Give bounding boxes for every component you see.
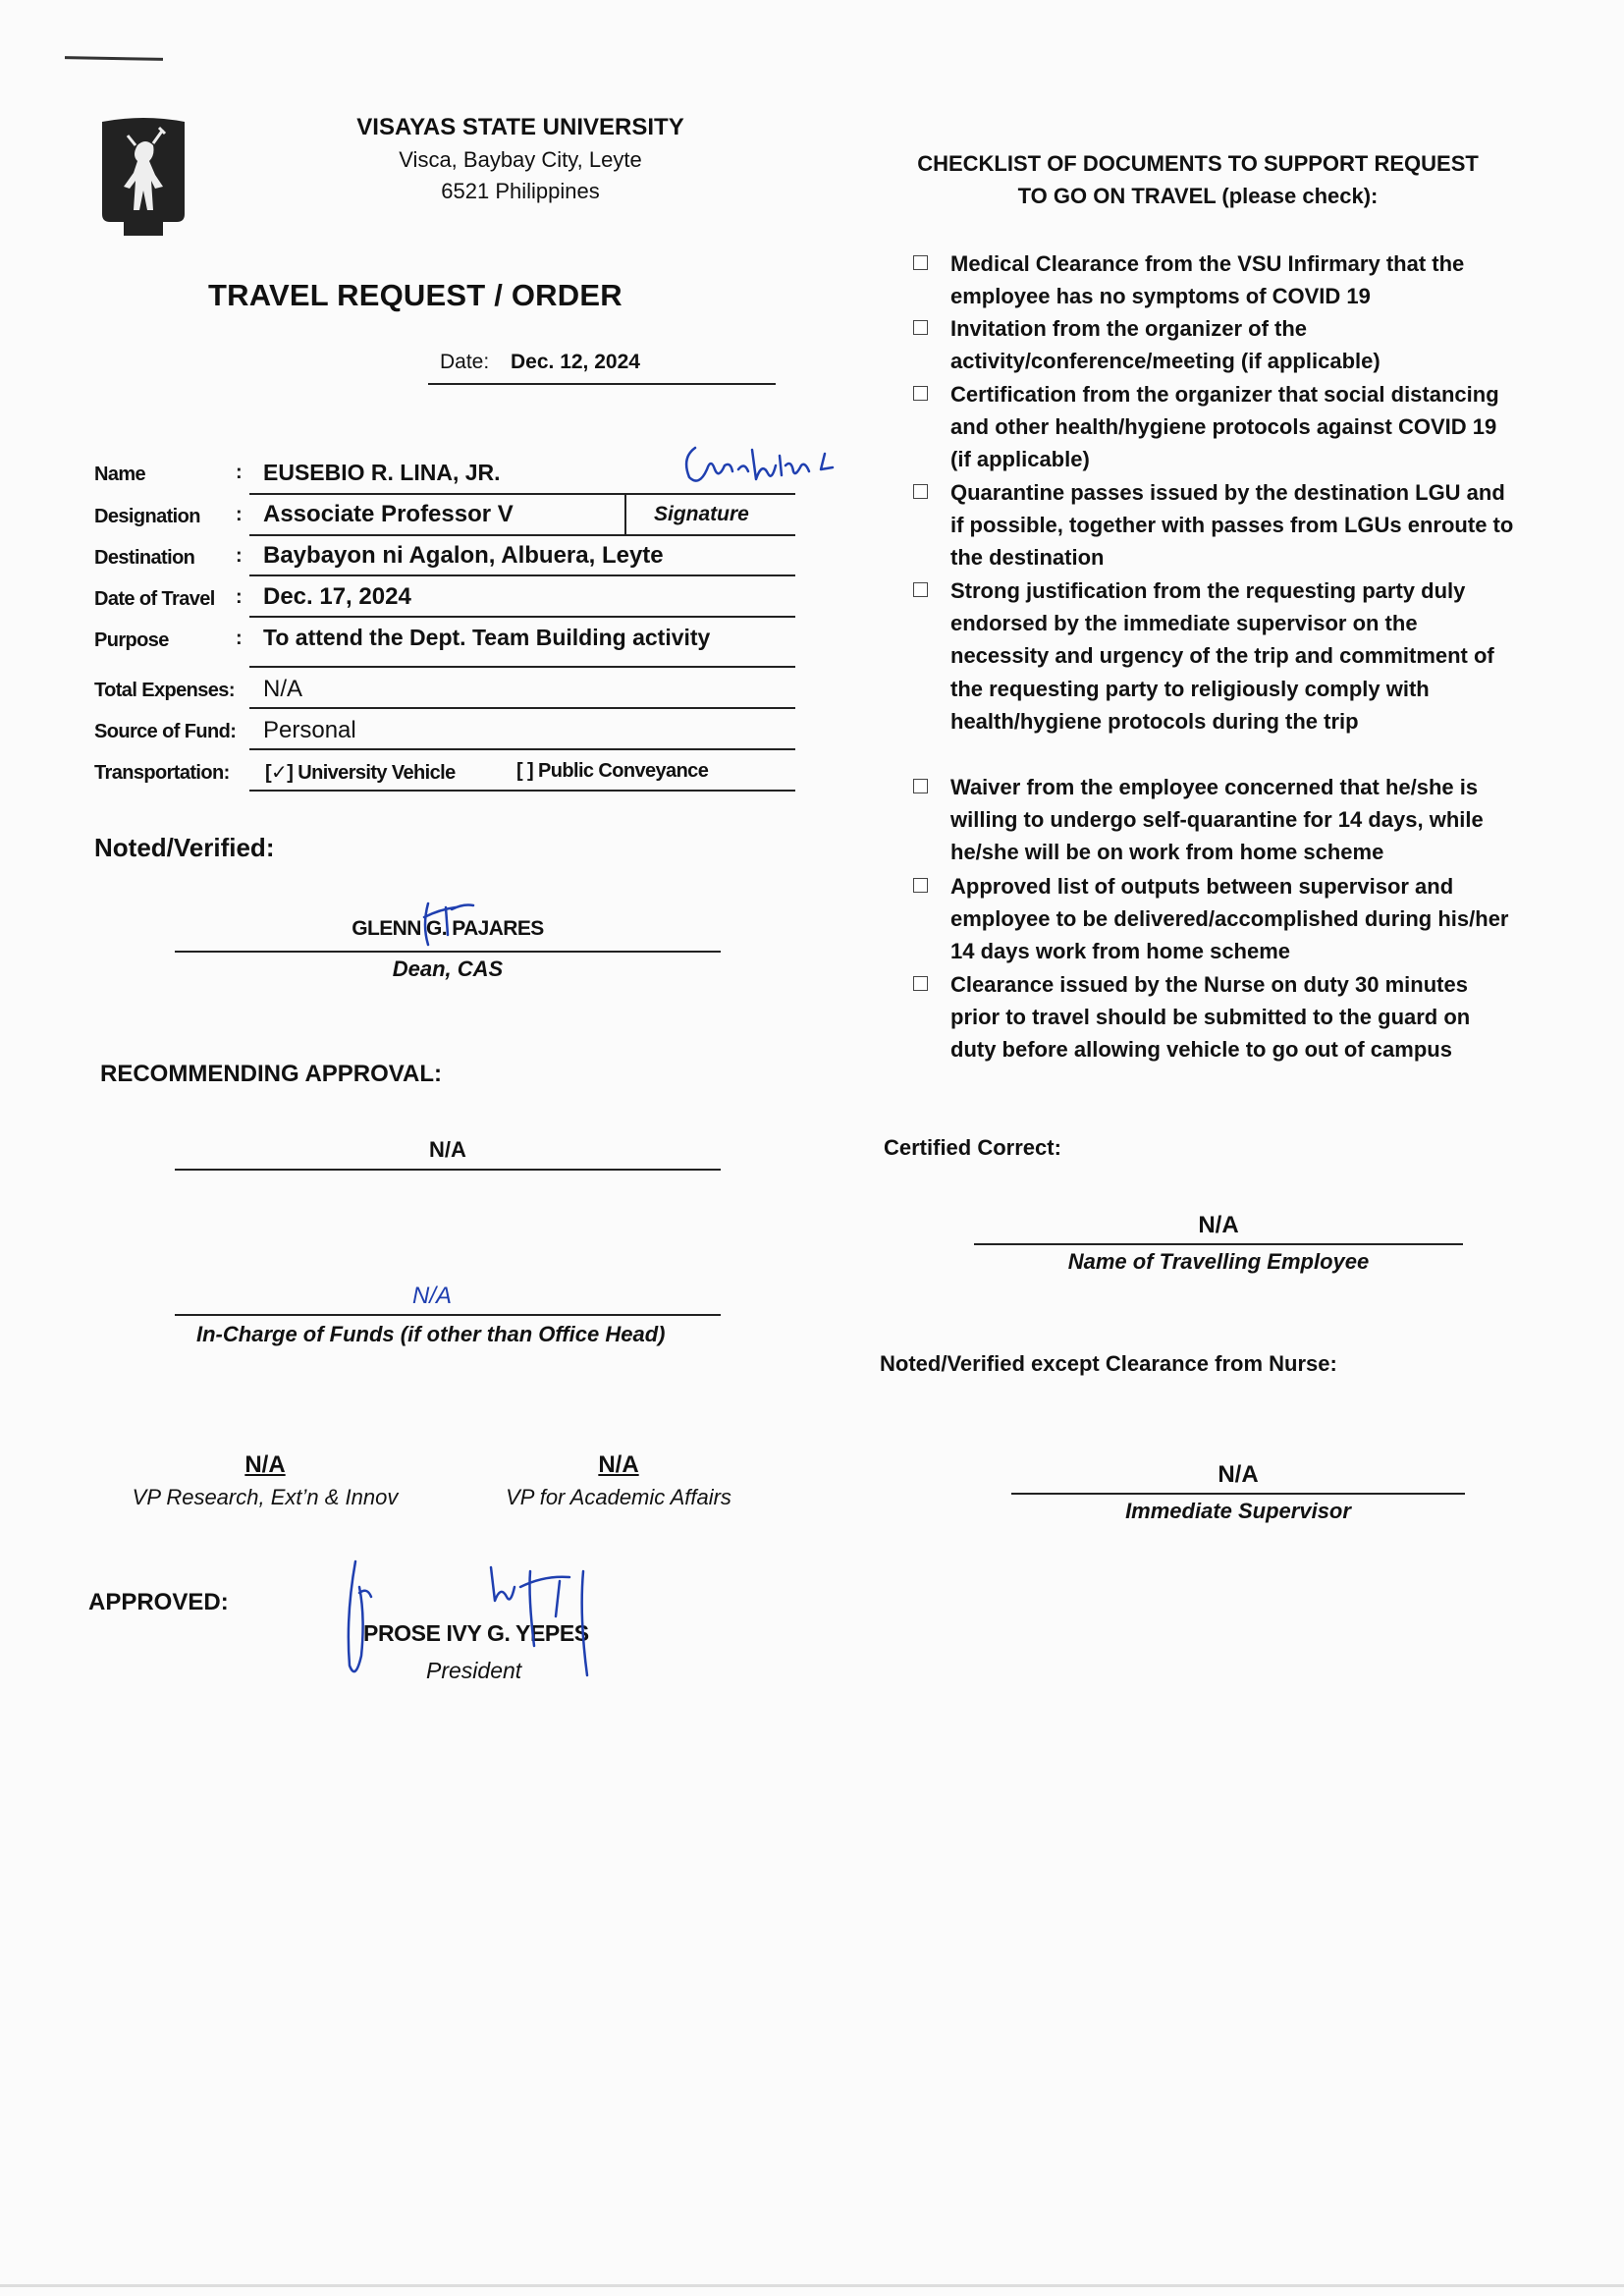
date-of-travel-underline	[249, 616, 795, 618]
total-expenses-label: Total Expenses:	[94, 680, 235, 701]
university-address-line1: Visca, Baybay City, Leyte	[399, 147, 642, 172]
supervisor-underline	[1011, 1493, 1465, 1495]
source-of-fund-value: Personal	[263, 717, 356, 743]
checkbox[interactable]	[913, 386, 928, 401]
date-of-travel-label: Date of Travel	[94, 588, 215, 610]
name-value: EUSEBIO R. LINA, JR.	[263, 460, 501, 485]
supervisor-heading: Noted/Verified except Clearance from Nurse:	[880, 1351, 1337, 1376]
vp-research-title: VP Research, Ext’n & Innov	[132, 1485, 399, 1509]
checklist-item-text: Waiver from the employee concerned that he/she is willing to undergo self-quarantine for 14 days, while he/she will be on work from home scheme	[950, 775, 1484, 865]
checklist-item-text: Certification from the organizer that social distancing and other health/hygiene protocols against COVID 19 (if applicable)	[950, 382, 1499, 472]
vsu-logo-icon	[94, 116, 192, 236]
date-of-travel-value: Dec. 17, 2024	[263, 583, 411, 610]
university-name: VISAYAS STATE UNIVERSITY	[356, 114, 684, 140]
source-of-fund-underline	[249, 748, 795, 750]
purpose-colon: :	[236, 628, 243, 649]
checklist-item[interactable]	[913, 312, 1517, 377]
checklist-item-text: Invitation from the organizer of the activity/conference/meeting (if applicable)	[950, 316, 1380, 374]
checkbox[interactable]	[913, 484, 928, 499]
source-of-fund-label: Source of Fund:	[94, 721, 237, 742]
vp-academic-title: VP for Academic Affairs	[506, 1485, 731, 1509]
transportation-label: Transportation:	[94, 762, 230, 784]
checkbox[interactable]	[913, 976, 928, 991]
checklist-item-text: Approved list of outputs between supervisor and employee to be delivered/accomplished during his/her 14 days work from home scheme	[950, 874, 1509, 964]
destination-colon: :	[236, 545, 243, 567]
checklist-item[interactable]	[913, 771, 1517, 869]
checkbox[interactable]	[913, 779, 928, 793]
supervisor-title: Immediate Supervisor	[1125, 1499, 1351, 1523]
certified-title: Name of Travelling Employee	[1067, 1249, 1370, 1274]
name-colon: :	[236, 462, 243, 483]
form-title: TRAVEL REQUEST / ORDER	[208, 278, 623, 312]
designation-value: Associate Professor V	[263, 501, 514, 527]
vp-research-name: N/A	[244, 1451, 286, 1478]
signature-divider	[624, 493, 626, 534]
employee-signature	[677, 436, 854, 495]
approved-heading: APPROVED:	[88, 1589, 229, 1615]
designation-colon: :	[236, 504, 243, 525]
purpose-value: To attend the Dept. Team Building activity	[263, 625, 711, 650]
university-address-line2: 6521 Philippines	[441, 179, 600, 203]
destination-underline	[249, 574, 795, 576]
noted-name: GLENN G. PAJARES	[352, 917, 544, 940]
certified-underline	[974, 1243, 1463, 1245]
president-title: President	[426, 1658, 522, 1683]
president-name: PROSE IVY G. YEPES	[363, 1620, 589, 1646]
vp-academic-name: N/A	[598, 1451, 639, 1478]
designation-label: Designation	[94, 506, 200, 527]
checklist-item[interactable]	[913, 968, 1517, 1066]
funds-label: In-Charge of Funds (if other than Office Head)	[196, 1322, 666, 1346]
date-label: Date:	[440, 351, 490, 373]
scan-edge	[0, 2284, 1624, 2287]
recommending-name: N/A	[429, 1137, 466, 1162]
total-expenses-underline	[249, 707, 795, 709]
noted-heading: Noted/Verified:	[94, 833, 275, 862]
transportation-underline	[249, 790, 795, 792]
total-expenses-value: N/A	[263, 676, 303, 702]
checkbox[interactable]	[913, 255, 928, 270]
checklist-title-line1: CHECKLIST OF DOCUMENTS TO SUPPORT REQUEST	[917, 151, 1479, 176]
destination-value: Baybayon ni Agalon, Albuera, Leyte	[263, 542, 664, 569]
certified-name: N/A	[1198, 1212, 1239, 1238]
date-value: Dec. 12, 2024	[511, 351, 640, 373]
checklist-item[interactable]	[913, 378, 1517, 476]
checklist-item-text: Strong justification from the requesting party duly endorsed by the immediate supervisor on the necessity and urgency of the trip and commitment of the requesting party to religiously comply with health/hygiene protocols during the trip	[950, 578, 1494, 734]
checklist-title	[893, 147, 1502, 212]
designation-underline	[249, 534, 795, 536]
date-underline	[428, 383, 776, 385]
president-signature	[338, 1558, 642, 1685]
checklist-item-text: Clearance issued by the Nurse on duty 30 minutes prior to travel should be submitted to the guard on duty before allowing vehicle to go out of campus	[950, 972, 1471, 1063]
certified-heading: Certified Correct:	[884, 1135, 1061, 1160]
checkbox[interactable]	[913, 320, 928, 335]
supervisor-name: N/A	[1218, 1461, 1259, 1488]
checklist-title-line2: TO GO ON TRAVEL (please check):	[1017, 184, 1379, 208]
checklist-item[interactable]	[913, 870, 1517, 968]
scan-mark	[65, 56, 163, 61]
funds-underline	[175, 1314, 721, 1316]
purpose-underline	[249, 666, 795, 668]
funds-value: N/A	[412, 1283, 453, 1309]
noted-underline	[175, 951, 721, 953]
transport-public-conveyance-option: [ ] Public Conveyance	[516, 760, 709, 782]
checklist-item-text: Medical Clearance from the VSU Infirmary that the employee has no symptoms of COVID 19	[950, 251, 1465, 309]
purpose-label: Purpose	[94, 629, 169, 651]
name-label: Name	[94, 464, 146, 485]
recommending-heading: RECOMMENDING APPROVAL:	[100, 1061, 442, 1087]
date-of-travel-colon: :	[236, 586, 243, 608]
noted-signature	[416, 896, 485, 955]
signature-label: Signature	[654, 503, 749, 525]
checklist-item[interactable]	[913, 476, 1517, 574]
checklist-item-text: Quarantine passes issued by the destination LGU and if possible, together with passes from LGUs enroute to the destination	[950, 480, 1514, 571]
checklist-item[interactable]	[913, 247, 1517, 312]
checkbox[interactable]	[913, 582, 928, 597]
destination-label: Destination	[94, 547, 195, 569]
checklist-item[interactable]	[913, 574, 1517, 738]
transport-university-vehicle-option: [✓] University Vehicle	[265, 762, 456, 784]
noted-title: Dean, CAS	[392, 957, 504, 981]
checkbox[interactable]	[913, 878, 928, 893]
recommending-underline	[175, 1169, 721, 1171]
